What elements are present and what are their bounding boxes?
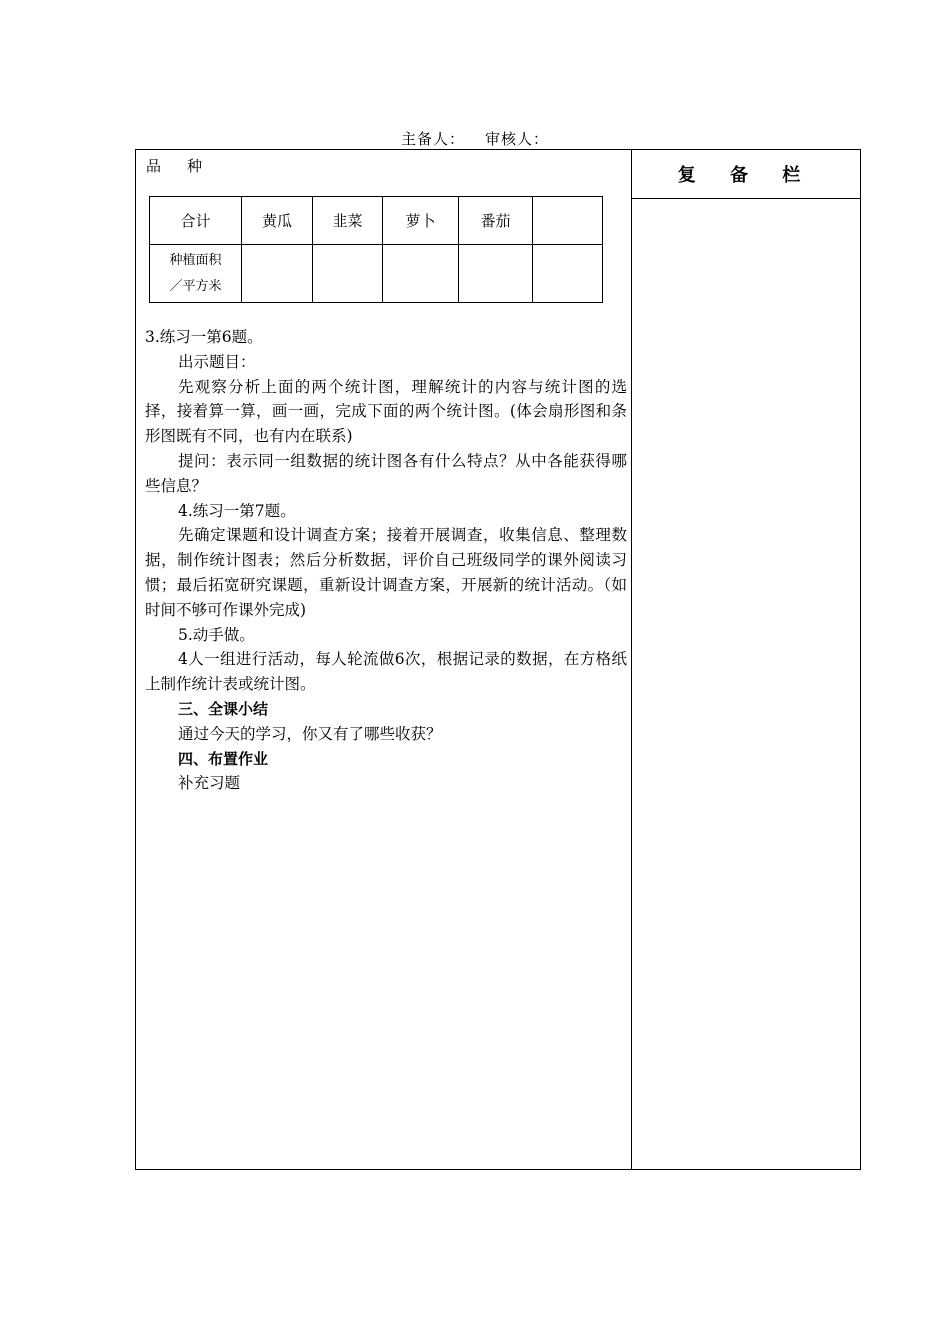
paragraph: 3.练习一第6题。 — [145, 328, 263, 346]
section-heading: 四、布置作业 — [178, 749, 269, 768]
table-cell — [242, 245, 313, 303]
column-header: 番茄 — [459, 197, 533, 245]
paragraph: 通过今天的学习，你又有了哪些收获？ — [178, 724, 442, 743]
table-row — [150, 245, 603, 303]
preparer-label: 主备人： — [400, 130, 465, 148]
lesson-content — [145, 325, 627, 796]
paragraph: 4.练习一第7题。 — [178, 501, 296, 520]
variety-label-char1: 品 — [146, 157, 162, 175]
column-header: 萝卜 — [383, 197, 459, 245]
table-cell — [383, 245, 459, 303]
row-header-line: ／平方米 — [169, 278, 222, 294]
paragraph: 5.动手做。 — [178, 625, 255, 644]
column-header: 黄瓜 — [242, 197, 313, 245]
paragraph: 4人一组进行活动，每人轮流做6次，根据记录的数据，在方格纸上制作统计表或统计图。 — [145, 650, 627, 694]
table-cell — [533, 245, 603, 303]
column-header — [533, 197, 603, 245]
variety-label — [146, 155, 202, 176]
paragraph: 先观察分析上面的两个统计图，理解统计的内容与统计图的选择，接着算一算，画一画，完成下面的两个统计图。(体会扇形图和条形图既有不同，也有内在联系) — [145, 377, 627, 446]
lesson-plan-frame — [135, 149, 861, 1170]
column-divider — [631, 150, 632, 1169]
reviewer-label: 审核人： — [485, 130, 550, 148]
column-header: 韭菜 — [313, 197, 383, 245]
table-cell — [459, 245, 533, 303]
table-cell — [313, 245, 383, 303]
column-header: 合计 — [150, 197, 242, 245]
paragraph: 补充习题 — [178, 774, 241, 793]
table-header-row — [150, 197, 603, 245]
row-header-line: 种植面积 — [169, 252, 222, 268]
review-column-title: 复 备 栏 — [632, 150, 860, 199]
variety-label-char2: 种 — [187, 157, 203, 175]
paragraph: 提问：表示同一组数据的统计图各有什么特点？从中各能获得哪些信息？ — [145, 451, 627, 495]
paragraph: 先确定课题和设计调查方案；接着开展调查，收集信息、整理数据，制作统计图表；然后分析数据，评价自己班级同学的课外阅读习惯；最后拓宽研究课题，重新设计调查方案，开展新的统计活动。（如时间不够可作课外完成) — [145, 526, 627, 619]
planting-area-table — [149, 196, 603, 303]
row-header — [150, 245, 242, 303]
document-header — [0, 128, 950, 149]
section-heading: 三、全课小结 — [178, 699, 269, 718]
paragraph: 出示题目： — [178, 352, 256, 371]
